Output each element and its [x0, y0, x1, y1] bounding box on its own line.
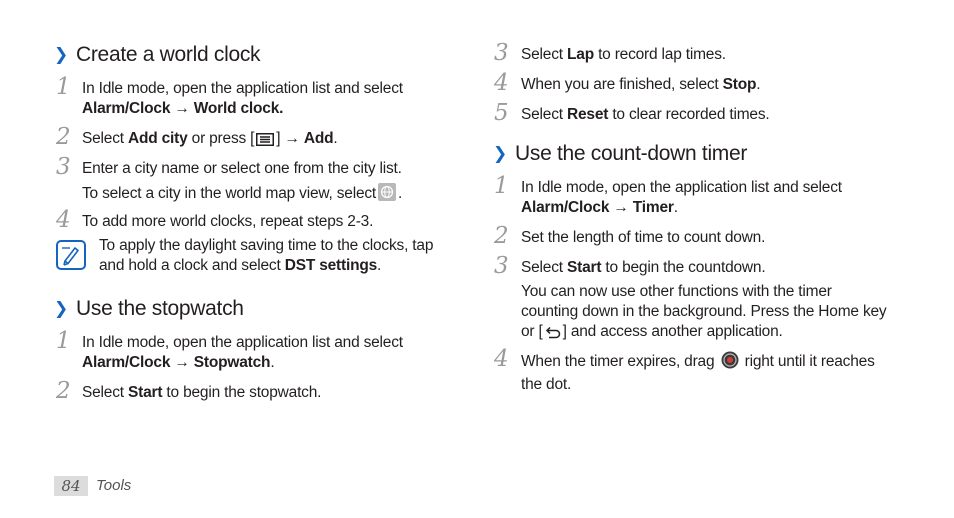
step-text-part: ] →	[276, 130, 304, 147]
step-line: To select a city in the world map view, select .	[82, 183, 402, 207]
step-text-part: ] and access another application.	[562, 323, 783, 340]
step-line: In Idle mode, open the application list and select	[521, 179, 842, 196]
ui-term: Stop	[722, 76, 757, 93]
note-line: To apply the daylight saving time to the clocks, tap	[99, 237, 434, 254]
chevron-right-icon: ❯	[493, 144, 507, 163]
step-number: 2	[494, 223, 509, 249]
step-text	[521, 75, 760, 95]
step-text-part: or [	[521, 323, 543, 340]
step-text-part: To select a city in the world map view, select	[82, 185, 377, 202]
step-text-part: to record lap times.	[593, 46, 726, 63]
ui-term: Start	[128, 384, 163, 401]
step-line: counting down in the background. Press the Home key	[521, 303, 887, 320]
step-line-bold: Alarm/Clock → World clock.	[82, 100, 284, 117]
step-text	[521, 258, 886, 345]
step-text-part: Select	[521, 46, 567, 63]
step-line: the dot.	[521, 376, 572, 393]
ui-term: Add	[303, 130, 334, 147]
step-text	[521, 178, 842, 218]
step-number: 1	[56, 328, 71, 354]
step-text	[82, 383, 321, 403]
menu-key-icon	[256, 132, 274, 152]
step-number: 4	[494, 70, 509, 96]
step-line: Enter a city name or select one from the city list.	[82, 160, 402, 177]
note-text	[99, 236, 433, 276]
step-text-part: Select	[521, 259, 567, 276]
step-number: 2	[56, 378, 71, 404]
step-text-part: Select	[82, 384, 128, 401]
ui-term: Timer	[632, 199, 674, 216]
step-text-part: to clear recorded times.	[608, 106, 770, 123]
chevron-right-icon: ❯	[54, 45, 68, 64]
step-number: 2	[56, 124, 71, 150]
step-number: 3	[494, 40, 509, 66]
step-text-part: Set the length of time to count down.	[521, 229, 766, 246]
ui-term: Alarm/Clock	[521, 199, 610, 216]
ui-term: Reset	[567, 106, 609, 123]
heading-text: Use the stopwatch	[76, 297, 244, 320]
arrow: →	[170, 354, 194, 371]
step-text	[82, 79, 403, 119]
step-number: 1	[494, 173, 509, 199]
step-number: 3	[494, 253, 509, 279]
step-text	[521, 228, 765, 248]
section-heading-world-clock	[54, 43, 260, 67]
step-line	[82, 353, 403, 373]
step-text	[82, 333, 403, 373]
step-text-part: When you are finished, select	[521, 76, 723, 93]
arrow: →	[609, 199, 633, 216]
heading-text: Use the count-down timer	[515, 142, 748, 165]
step-text-part: to begin the stopwatch.	[162, 384, 322, 401]
step-text-part: .	[333, 130, 338, 147]
timer-drag-icon	[721, 351, 739, 375]
step-number: 4	[56, 207, 71, 233]
globe-icon	[378, 183, 396, 207]
note-line	[99, 256, 433, 276]
step-line: In Idle mode, open the application list and select	[82, 80, 403, 97]
section-label: Tools	[96, 477, 132, 494]
step-line: To add more world clocks, repeat steps 2-3.	[82, 213, 374, 230]
back-key-icon	[545, 325, 561, 345]
heading-text: Create a world clock	[76, 43, 261, 66]
step-text-part: to begin the countdown.	[601, 259, 766, 276]
step-line: You can now use other functions with the timer	[521, 283, 832, 300]
ui-term: Lap	[567, 46, 594, 63]
step-text	[521, 45, 726, 65]
step-line	[521, 198, 842, 218]
step-text-part: Select	[82, 130, 128, 147]
step-text-part: When the timer expires, drag	[521, 353, 719, 370]
step-text-part: right until it reaches	[740, 353, 875, 370]
step-text	[82, 212, 373, 232]
step-number: 3	[56, 154, 71, 180]
step-number: 1	[56, 74, 71, 100]
step-line	[521, 258, 886, 278]
note-text-part: and hold a clock and select	[99, 257, 285, 274]
section-heading-stopwatch	[54, 297, 244, 321]
chevron-right-icon: ❯	[54, 299, 68, 318]
ui-term: Start	[567, 259, 602, 276]
page-number: 84	[54, 476, 88, 496]
step-line	[521, 322, 886, 345]
section-heading-countdown	[493, 142, 747, 166]
step-number: 4	[494, 346, 509, 372]
step-number: 5	[494, 100, 509, 126]
step-text-part: Select	[521, 106, 567, 123]
note-pencil-icon	[56, 240, 86, 270]
step-text	[521, 105, 769, 125]
step-text	[521, 351, 875, 395]
note-text-part: .	[377, 257, 382, 274]
step-text-part: .	[673, 199, 678, 216]
step-line	[521, 351, 875, 375]
ui-term: Add city	[128, 130, 188, 147]
ui-term: Stopwatch	[193, 354, 271, 371]
step-text-part: or press [	[187, 130, 255, 147]
step-text-part: .	[270, 354, 275, 371]
step-line: In Idle mode, open the application list and select	[82, 334, 403, 351]
step-text	[82, 129, 338, 152]
ui-term: Alarm/Clock	[82, 354, 171, 371]
step-text	[82, 159, 402, 207]
step-text-part: .	[756, 76, 761, 93]
ui-term: DST settings	[284, 257, 378, 274]
